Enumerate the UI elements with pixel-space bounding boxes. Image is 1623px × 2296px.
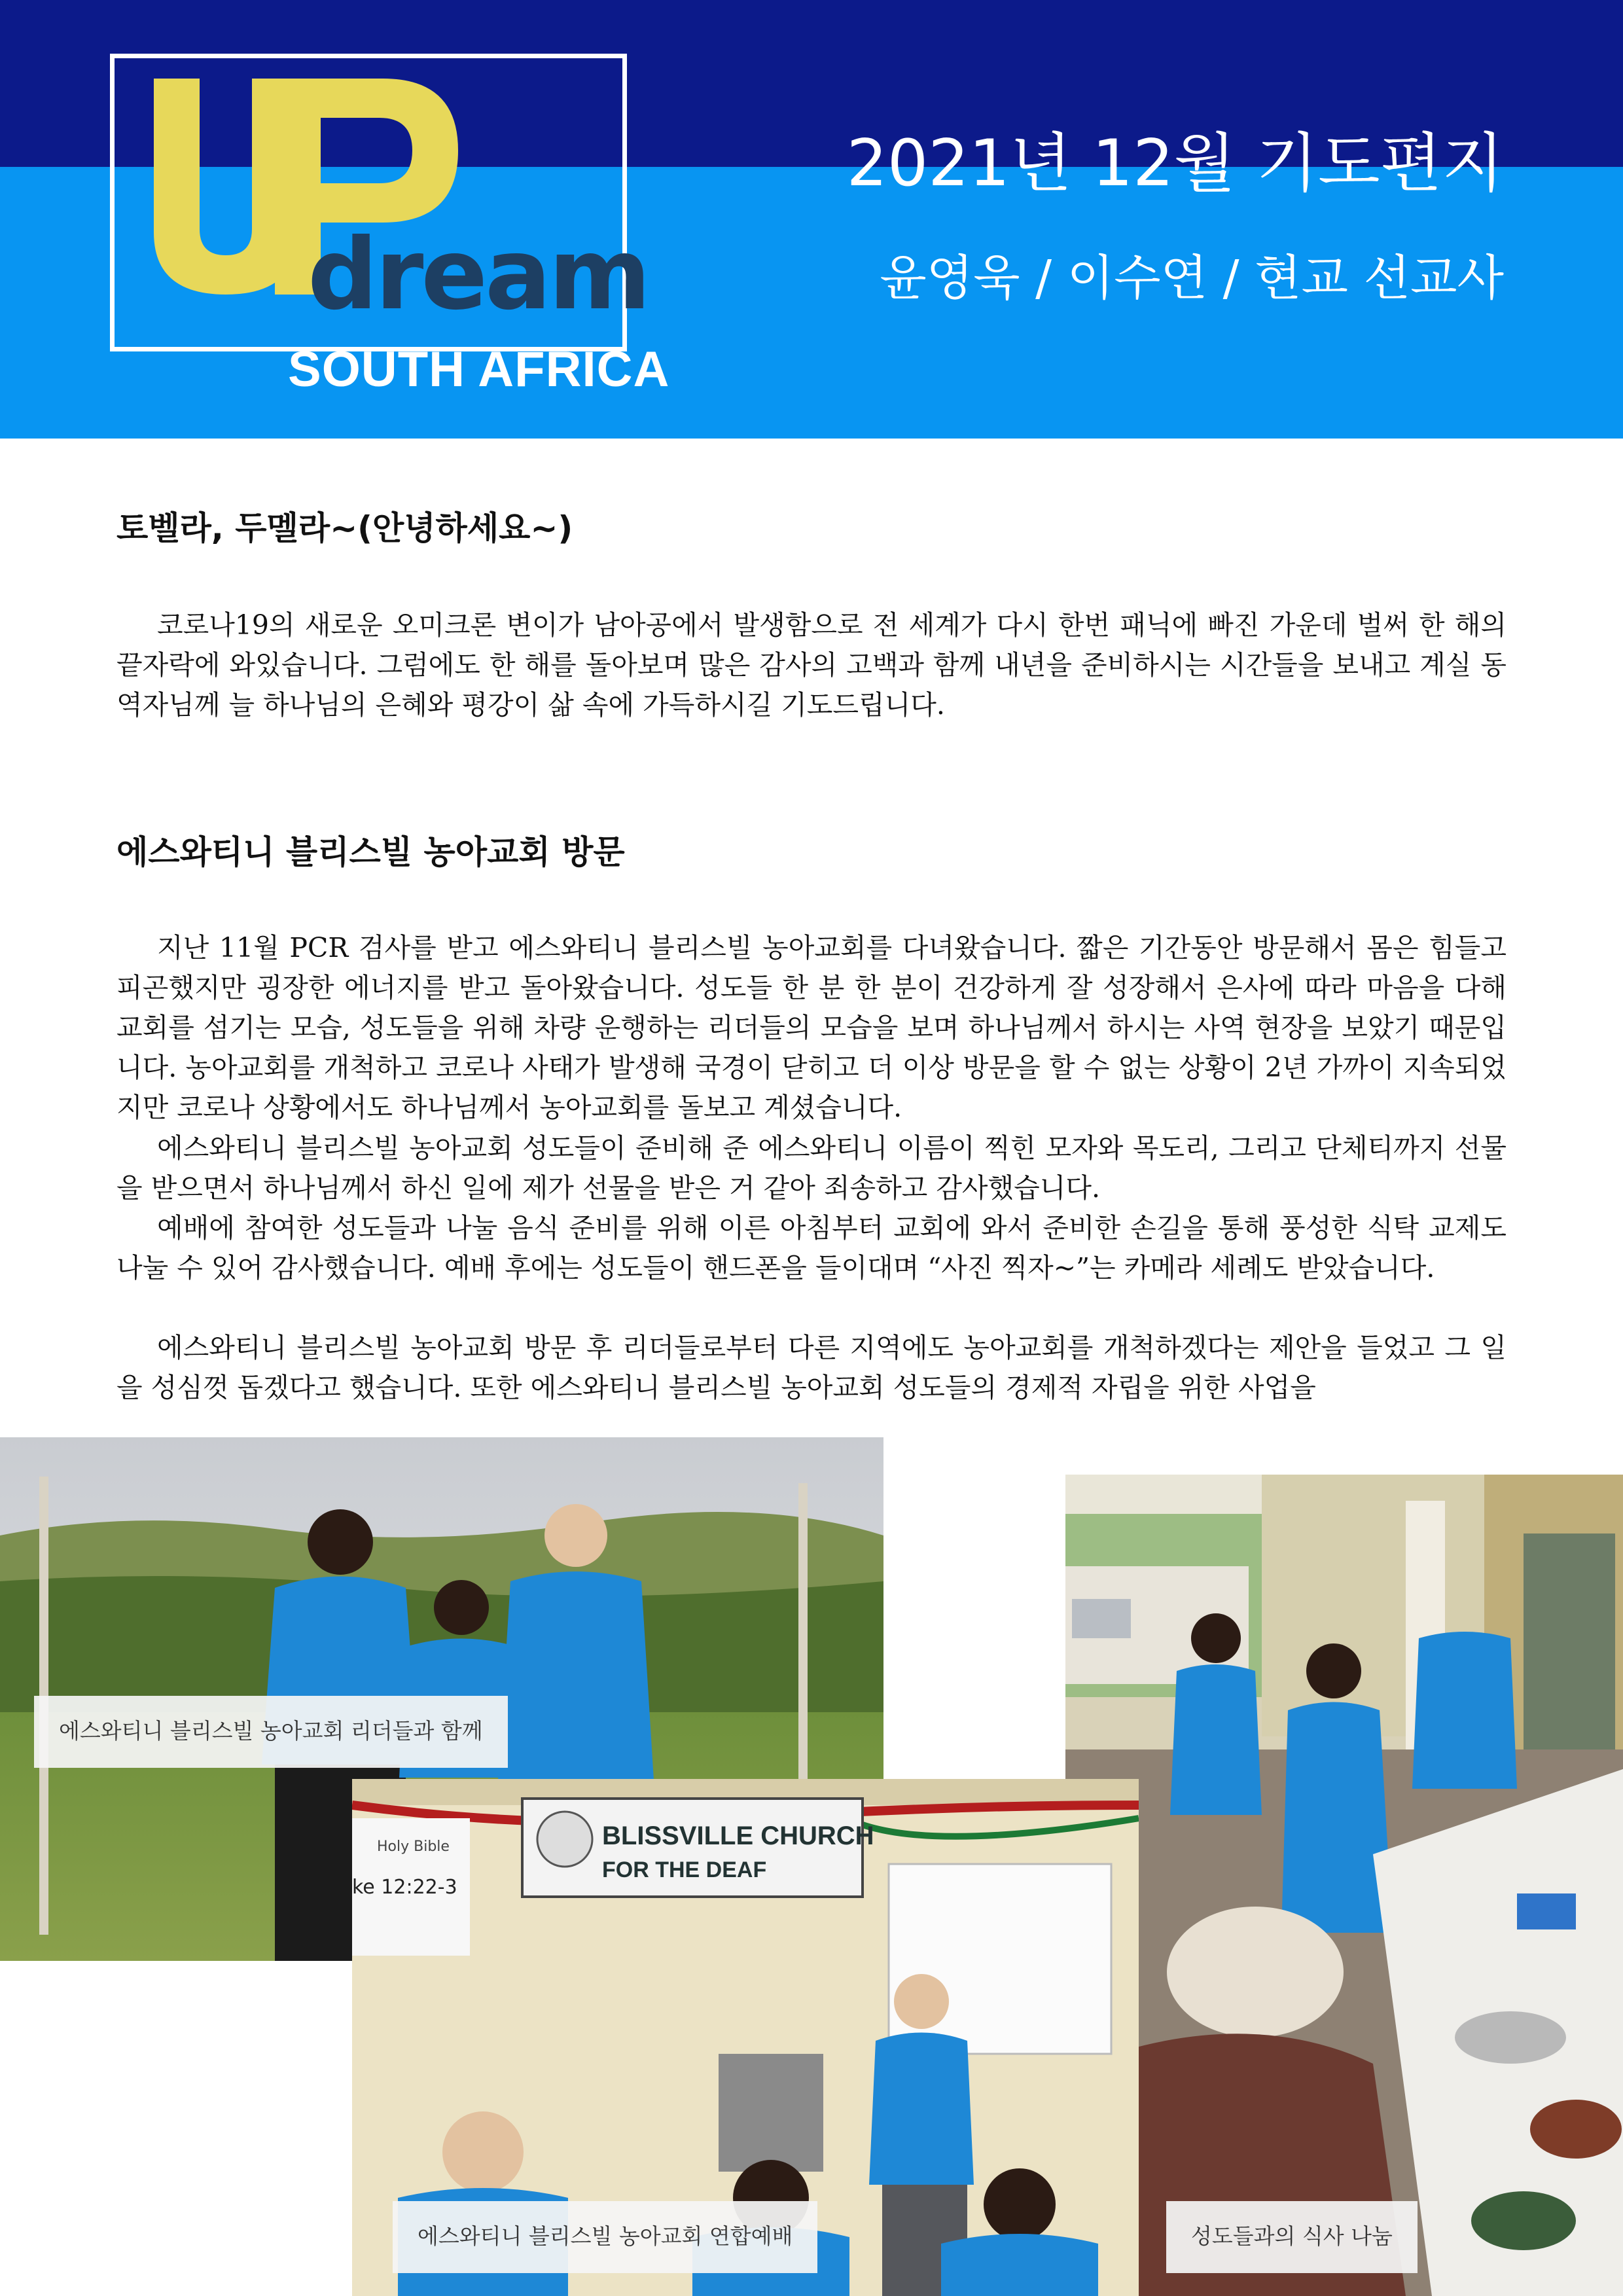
logo-region: SOUTH AFRICA (288, 342, 670, 397)
page-subtitle: 윤영욱 / 이수연 / 현교 선교사 (880, 250, 1504, 306)
page-title: 2021년 12월 기도편지 (846, 126, 1504, 201)
greeting-paragraph: 코로나19의 새로운 오미크론 변이가 남아공에서 발생함으로 전 세계가 다시 한번 패닉에 빠진 가운데 벌써 한 해의 끝자락에 와있습니다. 그럼에도 한 해를 돌아보며 많은 감사의 고백과 함께 내년을 준비하시는 시간들을 보내고 계실 동역자님께 늘 하나님의 은혜와 평강이 삶 속에 가득하시길 기도드립니다. (116, 609, 1507, 721)
visit-paragraph-4: 에스와티니 블리스빌 농아교회 방문 후 리더들로부터 다른 지역에도 농아교회를 개척하겠다는 제안을 들었고 그 일을 성심껏 돕겠다고 했습니다. 또한 에스와티니 블리스빌 농아교회 성도들의 경제적 자립을 위한 사업을 (116, 1332, 1507, 1403)
visit-paragraph-1: 지난 11월 PCR 검사를 받고 에스와티니 블리스빌 농아교회를 다녀왔습니다. 짧은 기간동안 방문해서 몸은 힘들고 피곤했지만 굉장한 에너지를 받고 돌아왔습니다. 성도들 한 분 한 분이 건강하게 잘 성장해서 은사에 따라 마음을 다해 교회를 섬기는 모습, 성도들을 위해 차량 운행하는 리더들의 모습을 보며 하나님께서 하시는 사역 현장을 보았기 때문입니다. 농아교회를 개척하고 코로나 사태가 발생해 국경이 닫히고 더 이상 방문을 할 수 없는 상황이 2년 가까이 지속되었지만 코로나 상황에서도 하나님께서 농아교회를 돌보고 계셨습니다. (116, 932, 1507, 1123)
meal-photo (1065, 1475, 1623, 2296)
banner-deaf-label: FOR THE DEAF (602, 1857, 767, 1882)
greeting-heading: 토벨라, 두멜라~(안녕하세요~) (116, 509, 573, 547)
leaders-photo-caption: 에스와티니 블리스빌 농아교회 리더들과 함께 (34, 1696, 508, 1768)
worship-photo-caption: 에스와티니 블리스빌 농아교회 연합예배 (393, 2201, 817, 2273)
visit-heading: 에스와티니 블리스빌 농아교회 방문 (116, 833, 625, 871)
logo-word: dream (308, 218, 649, 332)
meal-photo-caption: 성도들과의 식사 나눔 (1166, 2201, 1418, 2273)
banner-church-name: BLISSVILLE CHURCH (602, 1821, 874, 1850)
visit-paragraph-3: 예배에 참여한 성도들과 나눌 음식 준비를 위해 이른 아침부터 교회에 와서 준비한 손길을 통해 풍성한 식탁 교제도 나눌 수 있어 감사했습니다. 예배 후에는 성도들이 핸드폰을 들이대며 “사진 찍자~”는 카메라 세례도 받았습니다. (116, 1212, 1507, 1283)
visit-paragraph-2: 에스와티니 블리스빌 농아교회 성도들이 준비해 준 에스와티니 이름이 찍힌 모자와 목도리, 그리고 단체티까지 선물을 받으면서 하나님께서 하신 일에 제가 선물을 받은 거 같아 죄송하고 감사했습니다. (116, 1132, 1507, 1204)
screen-bible-label: Holy Bible (377, 1839, 450, 1855)
screen-verse-label: ke 12:22-3 (352, 1876, 457, 1899)
